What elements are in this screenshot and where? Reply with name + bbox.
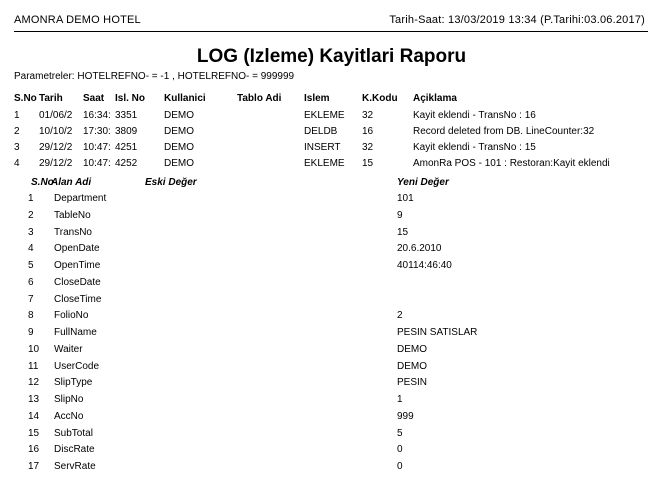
log-cell-col-kullanici: DEMO [164, 110, 194, 121]
detail-cell-col-sno: 17 [28, 461, 40, 472]
log-header-col-sno: S.No [14, 93, 37, 104]
log-cell-col-islno: 4251 [115, 142, 138, 153]
log-cell-col-kullanici: DEMO [164, 158, 194, 169]
detail-header-col-sno: S.No [31, 177, 54, 188]
detail-cell-col-sno: 1 [28, 193, 34, 204]
header-divider [14, 31, 648, 32]
detail-cell-col-yenideger: 5 [397, 428, 403, 439]
detail-header-col-yenideger: Yeni Değer [397, 177, 449, 188]
detail-cell-col-alanadi: Department [54, 193, 107, 204]
detail-cell-col-sno: 9 [28, 327, 34, 338]
detail-cell-col-alanadi: TransNo [54, 227, 92, 238]
log-cell-col-aciklama: AmonRa POS - 101 : Restoran:Kayit eklendi [413, 158, 610, 169]
detail-cell-col-sno: 6 [28, 277, 34, 288]
detail-cell-col-alanadi: OpenTime [54, 260, 101, 271]
detail-cell-col-yenideger: 15 [397, 227, 409, 238]
log-header-col-kkodu: K.Kodu [362, 93, 398, 104]
report-title: LOG (Izleme) Kayitlari Raporu [196, 46, 467, 67]
detail-cell-col-alanadi: AccNo [54, 411, 84, 422]
log-cell-col-saat: 10:47: [83, 142, 111, 153]
detail-cell-col-yenideger: 40114:46:40 [397, 260, 452, 271]
detail-cell-col-alanadi: Waiter [54, 344, 83, 355]
detail-cell-col-yenideger: 2 [397, 310, 403, 321]
detail-cell-col-sno: 13 [28, 394, 40, 405]
detail-cell-col-alanadi: SlipNo [54, 394, 84, 405]
detail-cell-col-yenideger: 1 [397, 394, 403, 405]
log-cell-col-sno: 2 [14, 126, 20, 137]
log-cell-col-kkodu: 32 [362, 110, 374, 121]
detail-cell-col-yenideger: 9 [397, 210, 403, 221]
detail-cell-col-alanadi: SubTotal [54, 428, 93, 439]
log-header-col-kullanici: Kullanici [164, 93, 206, 104]
detail-cell-col-yenideger: 0 [397, 444, 403, 455]
detail-cell-col-alanadi: CloseDate [54, 277, 101, 288]
log-cell-col-islem: DELDB [304, 126, 338, 137]
log-header-col-islno: Isl. No [115, 93, 146, 104]
log-cell-col-saat: 10:47: [83, 158, 111, 169]
log-cell-col-tarih: 29/12/2 [39, 142, 73, 153]
detail-cell-col-alanadi: DiscRate [54, 444, 95, 455]
hotel-name: AMONRA DEMO HOTEL [14, 14, 141, 26]
detail-cell-col-yenideger: 101 [397, 193, 414, 204]
detail-cell-col-alanadi: UserCode [54, 361, 100, 372]
log-header-col-tabloadi: Tablo Adi [237, 93, 282, 104]
detail-cell-col-sno: 3 [28, 227, 34, 238]
log-cell-col-kullanici: DEMO [164, 142, 194, 153]
detail-cell-col-yenideger: PESIN [397, 377, 428, 388]
detail-cell-col-sno: 12 [28, 377, 40, 388]
detail-cell-col-sno: 8 [28, 310, 34, 321]
log-cell-col-aciklama: Kayit eklendi - TransNo : 16 [413, 110, 536, 121]
detail-cell-col-alanadi: SlipType [54, 377, 93, 388]
detail-cell-col-sno: 7 [28, 294, 34, 305]
detail-header-col-eskideger: Eski Değer [145, 177, 197, 188]
log-cell-col-islno: 3351 [115, 110, 138, 121]
log-cell-col-tarih: 01/06/2 [39, 110, 73, 121]
detail-cell-col-alanadi: CloseTime [54, 294, 102, 305]
detail-cell-col-sno: 11 [28, 361, 39, 372]
detail-cell-col-alanadi: FullName [54, 327, 97, 338]
log-cell-col-islem: EKLEME [304, 110, 345, 121]
detail-cell-col-sno: 14 [28, 411, 40, 422]
log-header-col-islem: Islem [304, 93, 330, 104]
report-parameters: Parametreler: HOTELREFNO- = -1 , HOTELREFNO- = 999999 [14, 71, 295, 82]
detail-cell-col-alanadi: OpenDate [54, 243, 100, 254]
log-cell-col-tarih: 10/10/2 [39, 126, 73, 137]
log-cell-col-kkodu: 15 [362, 158, 374, 169]
detail-cell-col-sno: 2 [28, 210, 34, 221]
log-header-col-aciklama: Açiklama [413, 93, 457, 104]
log-cell-col-islem: INSERT [304, 142, 341, 153]
detail-cell-col-sno: 5 [28, 260, 34, 271]
log-cell-col-kkodu: 16 [362, 126, 374, 137]
log-cell-col-sno: 4 [14, 158, 20, 169]
log-cell-col-sno: 1 [14, 110, 20, 121]
detail-cell-col-sno: 16 [28, 444, 40, 455]
detail-cell-col-sno: 15 [28, 428, 40, 439]
log-cell-col-sno: 3 [14, 142, 20, 153]
log-cell-col-aciklama: Record deleted from DB. LineCounter:32 [413, 126, 595, 137]
log-header-col-tarih: Tarih [39, 93, 63, 104]
detail-header-col-alanadi: Alan Adi [51, 177, 92, 188]
log-cell-col-islno: 4252 [115, 158, 138, 169]
detail-cell-col-yenideger: 20.6.2010 [397, 243, 442, 254]
log-header-col-saat: Saat [83, 93, 105, 104]
detail-cell-col-yenideger: DEMO [397, 344, 427, 355]
log-cell-col-kullanici: DEMO [164, 126, 194, 137]
log-cell-col-islem: EKLEME [304, 158, 345, 169]
detail-cell-col-yenideger: DEMO [397, 361, 427, 372]
log-cell-col-tarih: 29/12/2 [39, 158, 73, 169]
detail-cell-col-alanadi: TableNo [54, 210, 91, 221]
log-cell-col-kkodu: 32 [362, 142, 374, 153]
detail-cell-col-yenideger: 999 [397, 411, 414, 422]
detail-cell-col-alanadi: ServRate [54, 461, 96, 472]
detail-cell-col-yenideger: 0 [397, 461, 403, 472]
log-cell-col-aciklama: Kayit eklendi - TransNo : 15 [413, 142, 536, 153]
detail-cell-col-sno: 4 [28, 243, 34, 254]
report-datetime: Tarih-Saat: 13/03/2019 13:34 (P.Tarihi:03.06.2017) [389, 14, 645, 26]
log-cell-col-saat: 16:34: [83, 110, 111, 121]
detail-cell-col-sno: 10 [28, 344, 40, 355]
detail-cell-col-yenideger: PESIN SATISLAR [397, 327, 478, 338]
log-cell-col-islno: 3809 [115, 126, 138, 137]
detail-cell-col-alanadi: FolioNo [54, 310, 89, 321]
log-cell-col-saat: 17:30: [83, 126, 111, 137]
